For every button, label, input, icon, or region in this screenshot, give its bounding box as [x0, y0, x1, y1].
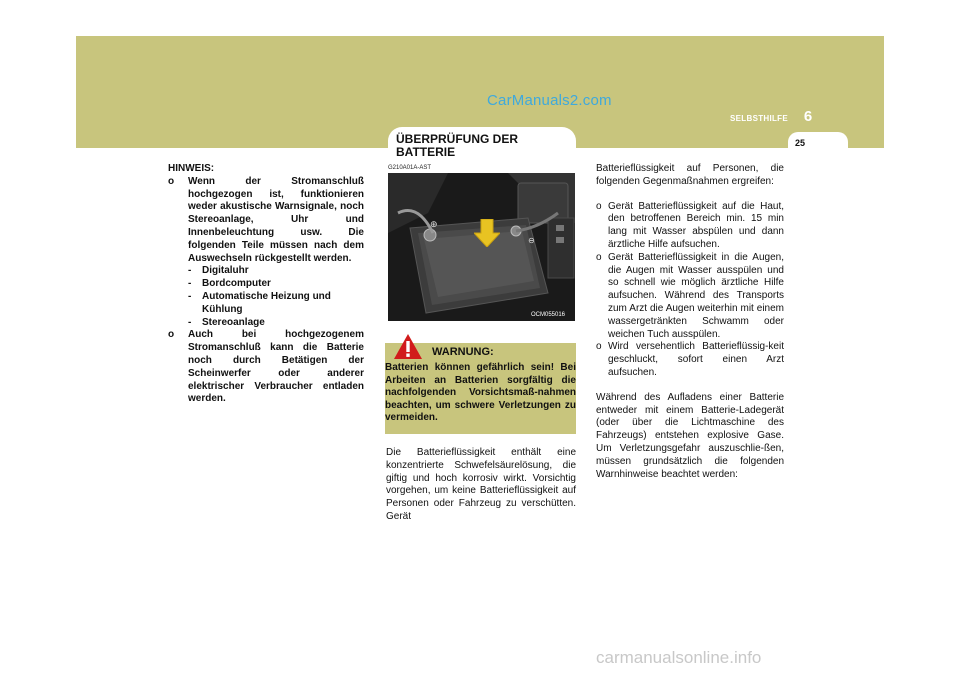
right-column: [596, 163, 784, 481]
watermark-bottom[interactable]: carmanualsonline.info: [596, 648, 762, 667]
list-item-text: Wird versehentlich Batterieflüssig-keit geschluckt, sofort einen Arzt aufsuchen.: [608, 341, 784, 378]
arrow-down-icon: [474, 219, 500, 247]
sub-list-item: - Automatische Heizung und Kühlung: [168, 291, 364, 317]
list-item: [596, 201, 784, 252]
list-item: [168, 329, 364, 406]
battery-acid-paragraph: Die Batterieflüssigkeit enthält eine konzentrierte Schwefelsäurelösung, die giftig und hoch korrosiv wirkt. Vorsichtig vorgehen, um keine Batterieflüssigkeit auf Personen oder Fahrzeug zu verschütten. Gerät: [386, 447, 576, 522]
page-number: 25: [794, 138, 805, 148]
warning-text: Batterien können gefährlich sein! Bei Arbeiten an Batterien sorgfältig die nachfolgenden Vorsichtsmaß-nahmen beachten, um schwere Verletzungen zu vermeiden.: [385, 362, 576, 424]
watermark-top[interactable]: CarManuals2.com: [487, 92, 612, 109]
svg-text:⊖: ⊖: [528, 236, 535, 245]
list-item: [168, 176, 364, 266]
list-item-text: Gerät Batterieflüssigkeit auf die Haut, den betroffenen Bereich min. 15 min lang mit Wasser abspülen und dann ärztliche Hilfe aufsuchen.: [608, 200, 784, 250]
note-heading: HINWEIS:: [168, 163, 215, 174]
list-item: [596, 341, 784, 379]
bullet-marker: o: [596, 200, 602, 212]
list-item: [596, 252, 784, 342]
bullet-marker: o: [596, 251, 602, 263]
sub-list-item: - Bordcomputer: [168, 278, 364, 291]
chapter-number: 6: [803, 108, 813, 125]
battery-photo: [388, 173, 575, 321]
intro-paragraph: Batterieflüssigkeit auf Personen, die folgenden Gegenmaßnahmen ergreifen:: [596, 163, 784, 187]
figure-code: G210A01A-AST: [388, 165, 432, 171]
exclamation-warning-icon: [393, 333, 423, 360]
sub-item-text: Bordcomputer: [202, 278, 271, 290]
outro-paragraph: Während des Aufladens einer Batterie entweder mit einem Batterie-Ladegerät (oder über die Lichtmaschine des Fahrzeugs) entstehen explosive Gase. Um Verletzungsgefahr auszuschlie-ßen, müssen grundsätzlich die folgenden Warnhinweise beachtet werden:: [596, 391, 784, 480]
warning-title: WARNUNG:: [432, 346, 494, 358]
sub-item-text: Automatische Heizung und Kühlung: [202, 290, 331, 315]
battery-photo-illustration: [388, 173, 575, 321]
bullet-marker: o: [168, 329, 175, 341]
sub-item-text: Digitaluhr: [202, 265, 249, 277]
list-item-text: Auch bei hochgezogenem Stromanschluß kann die Batterie noch durch Betätigen der Scheinwerfer oder anderer elektrischer Verbraucher entladen werden.: [188, 329, 364, 405]
list-item-text: Wenn der Stromanschluß hochgezogen ist, funktionieren weder akustische Warnsignale, noch Stereoanlage, Uhr und Innenbeleuchtung usw. Die folgenden Teile müssen nach dem Auswechseln rückgestellt werden.: [188, 175, 364, 264]
sub-item-text: Stereoanlage: [202, 316, 265, 328]
svg-text:⊕: ⊕: [430, 220, 438, 230]
section-title: ÜBERPRÜFUNG DER BATTERIE: [396, 132, 519, 159]
sub-list-item: - Digitaluhr: [168, 265, 364, 278]
sub-list-item: - Stereoanlage: [168, 317, 364, 330]
list-item-text: Gerät Batterieflüssigkeit in die Augen, die Augen mit Wasser ausspülen und so schnell wie möglich ärztliche Hilfe aufsuchen. Während des Transports zum Arzt die Augen weiterhin mit einem wassergetränkten Schwamm oder weichen Tuch ausspülen.: [608, 251, 784, 340]
bullet-marker: o: [168, 175, 175, 187]
chapter-label: SELBSTHILFE: [730, 114, 788, 123]
left-column: [168, 163, 364, 406]
image-code: OCM055016: [531, 312, 566, 318]
bullet-marker: o: [596, 341, 602, 353]
